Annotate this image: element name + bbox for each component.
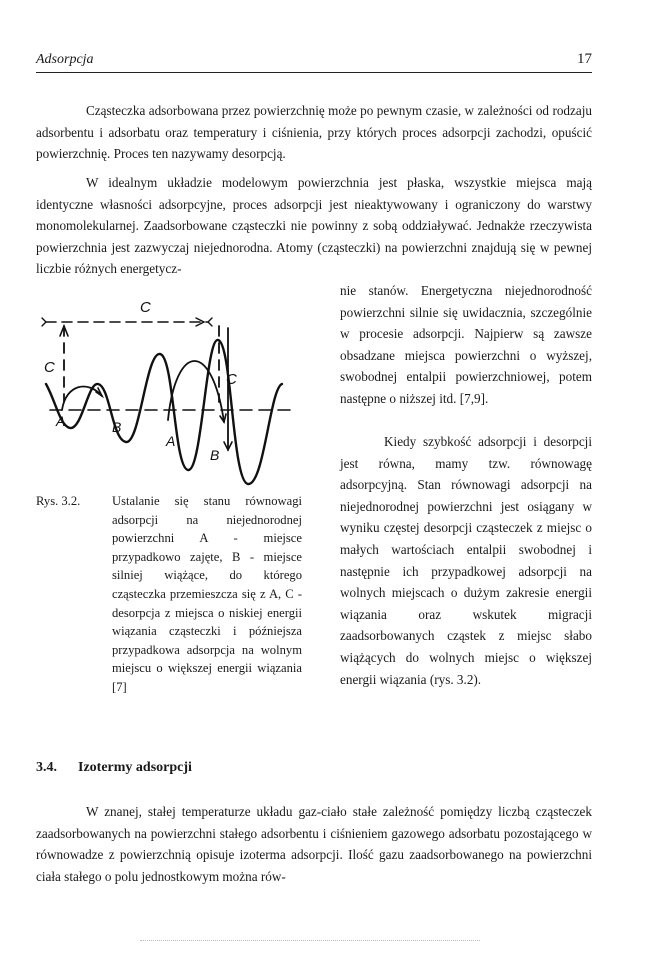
paragraph-desorption: Cząsteczka adsorbowana przez powierzchnię może po pewnym czasie, w zależności od rodzaju adsorbentu i adsorbatu oraz temperatury i ciśnienia, przy których proces adsorpcji zachodzi, opuścić powierzchnię. Proces ten nazywamy desorpcją. [36,103,592,162]
desorption-arc [168,361,224,422]
paragraph-ideal-model: W idealnym układzie modelowym powierzchnia jest płaska, wszystkie miejsca mają identyczne własności adsorpcyjne, proces adsorpcji jest nieaktywowany i ograniczony do warstwy monomolekularnej. Zaadsorbowane cząsteczki nie powinny z sobą oddziaływać. Jednakże rzeczywista powierzchnia jest zazwyczaj niejednorodna. Atomy (cząsteczki) na powierzchni znajdują się w pewnej liczbie różnych energetycz- [36,175,592,277]
energy-wave [46,340,282,484]
label-a-middle: A [166,433,176,449]
footer-rule [140,940,480,941]
section-number: 3.4. [36,760,57,775]
label-right-c: C [226,371,237,388]
migration-arrow [62,387,102,410]
paragraph-energetic-states: nie stanów. Energetyczna niejednorodność powierzchni silnie się uwidacznia, szczególnie w procesie adsorpcji. Najpierw są zawsze obsadzane miejsca powierzchni o wyższej, swobodnej entalpii powierzchniowej, potem następne o niższej itd. [7,9]. [340,283,592,406]
page-number: 17 [577,51,592,67]
section-heading [36,760,192,776]
top-right-bracket [208,318,212,326]
caption-number: Rys. 3.2. [36,494,81,508]
paragraph-isotherm: W znanej, stałej temperaturze układu gaz-ciało stałe zależność pomiędzy liczbą cząsteczek zaadsorbowanych na powierzchni stałego adsorbentu i ciśnieniem gazowego adsorbatu pozostającego w równowadze z powierzchnią opisuje izoterma adsorpcji. Ilość gazu zaadsorbowanego na powierzchni ciała stałego o polu jednostkowym można rów- [36,804,592,884]
caption-text: Ustalanie się stanu równowagi adsorpcji na niejednorodnej powierzchni A - miejsce przypadkowo zajęte, B - miejsce silniej wiążące, do którego cząsteczka przemieszcza się z A, C - desorpcja z miejsca o niskiej energii wiązania cząsteczki i późniejsza przypadkowa adsorpcja na wolnym miejscu o większej energii wiązania [7] [112,494,302,694]
label-top-c: C [140,299,151,316]
label-a-left: A [56,413,66,429]
paragraph-equilibrium: Kiedy szybkość adsorpcji i desorpcji jest równa, mamy tzw. równowagę adsorpcyjną. Stan równowagi adsorpcji na niejednorodnej powierzchni jest osiągany w wyniku częstej desorpcji cząsteczek z miejsc o małych wartościach entalpii swobodnej i następnie ich przypadkowej adsorpcji na wolnych miejscach o dużym zakresie energii wiązania oraz wskutek migracji zaadsorbowanych cząstek z miejsc słabo wiążących do wolnych miejsc o większej energii wiązania (rys. 3.2). [340,434,592,687]
page-header [36,52,592,73]
label-b-left: B [112,419,122,435]
label-left-c: C [44,359,55,376]
section-title: Izotermy adsorpcji [78,760,192,775]
label-b-right: B [210,447,220,463]
running-title: Adsorpcja [36,52,94,67]
figure-adsorption-equilibrium [36,292,326,492]
energy-wave-diagram [36,292,326,492]
top-left-bracket [42,318,46,326]
